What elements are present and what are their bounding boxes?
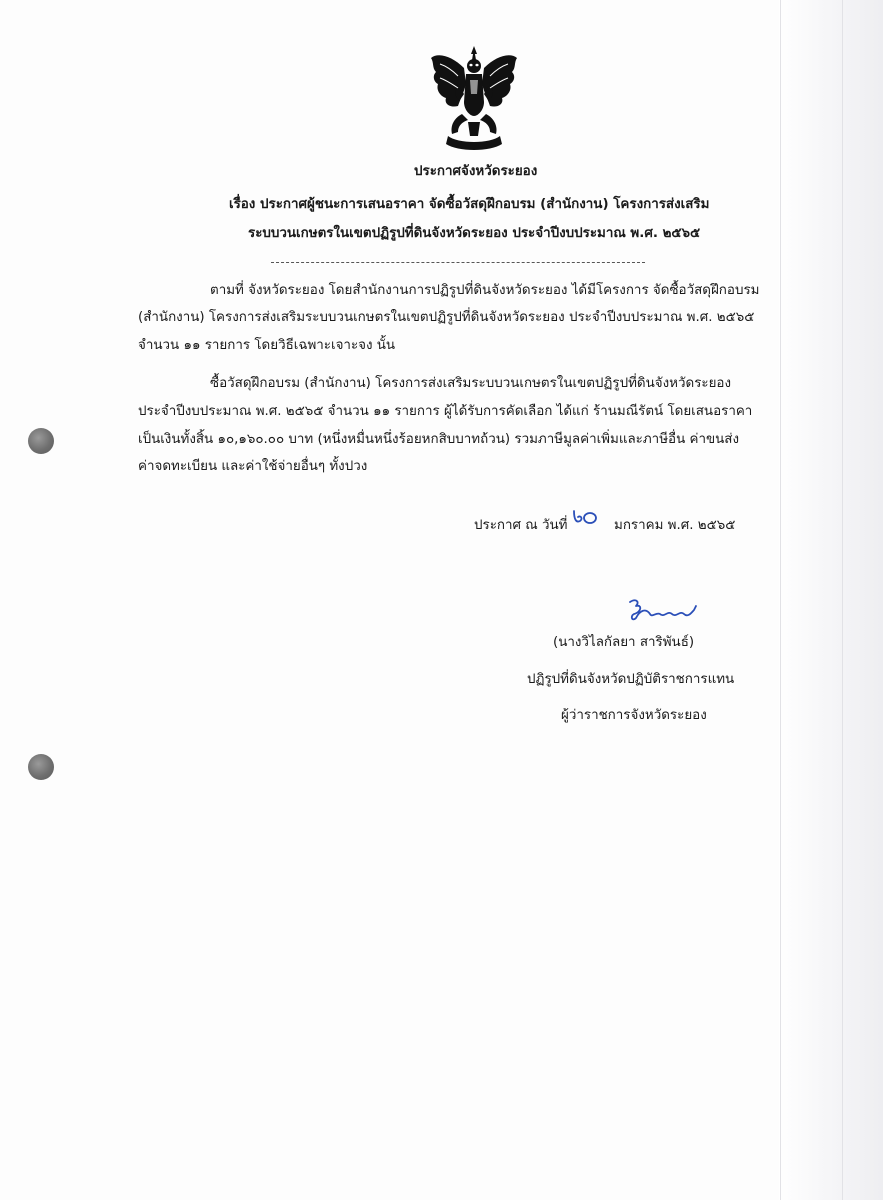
handwritten-date <box>572 505 600 527</box>
subject-line: เรื่อง ประกาศผู้ชนะการเสนอราคา จัดซื้อวัสดุฝึกอบรม (สำนักงาน) โครงการส่งเสริม <box>229 197 710 212</box>
body-paragraph-line: (สำนักงาน) โครงการส่งเสริมระบบวนเกษตรในเขตปฏิรูปที่ดินจังหวัดระยอง ประจำปีงบประมาณ พ.ศ. ๒๕๖๕ <box>138 310 755 325</box>
header-divider <box>271 262 645 263</box>
signatory-name: (นางวิไลกัลยา สาริพันธ์) <box>553 635 695 650</box>
document-title: ประกาศจังหวัดระยอง <box>414 164 538 179</box>
announce-month-year: มกราคม พ.ศ. ๒๕๖๕ <box>614 518 736 533</box>
signature <box>622 596 702 632</box>
body-paragraph-line: จำนวน ๑๑ รายการ โดยวิธีเฉพาะเจาะจง นั้น <box>138 338 396 353</box>
body-paragraph-line: ซื้อวัสดุฝึกอบรม (สำนักงาน) โครงการส่งเสริมระบบวนเกษตรในเขตปฏิรูปที่ดินจังหวัดระยอง <box>210 376 732 391</box>
garuda-emblem <box>428 44 520 152</box>
body-paragraph-line: เป็นเงินทั้งสิ้น ๑๐,๑๖๐.๐๐ บาท (หนึ่งหมื่นหนึ่งร้อยหกสิบบาทถ้วน) รวมภาษีมูลค่าเพิ่มและภาษีอื่น ค่าขนส่ง <box>138 432 739 447</box>
signatory-position: ปฏิรูปที่ดินจังหวัดปฏิบัติราชการแทน <box>527 672 735 687</box>
body-paragraph-line: ตามที่ จังหวัดระยอง โดยสำนักงานการปฏิรูปที่ดินจังหวัดระยอง ได้มีโครงการ จัดซื้อวัสดุฝึกอบรม <box>210 283 760 298</box>
page-edge-line <box>842 0 843 1200</box>
page-edge-shadow <box>779 0 883 1200</box>
signatory-position: ผู้ว่าราชการจังหวัดระยอง <box>561 708 707 723</box>
punch-hole <box>28 754 54 780</box>
subject-line: ระบบวนเกษตรในเขตปฏิรูปที่ดินจังหวัดระยอง ประจำปีงบประมาณ พ.ศ. ๒๕๖๕ <box>248 226 701 241</box>
page-edge-line <box>780 0 781 1200</box>
body-paragraph-line: ค่าจดทะเบียน และค่าใช้จ่ายอื่นๆ ทั้งปวง <box>138 459 368 474</box>
announce-prefix: ประกาศ ณ วันที่ <box>474 518 568 533</box>
punch-hole <box>28 428 54 454</box>
body-paragraph-line: ประจำปีงบประมาณ พ.ศ. ๒๕๖๕ จำนวน ๑๑ รายการ ผู้ได้รับการคัดเลือก ได้แก่ ร้านมณีรัตน์ โดยเสนอราคา <box>138 404 753 419</box>
